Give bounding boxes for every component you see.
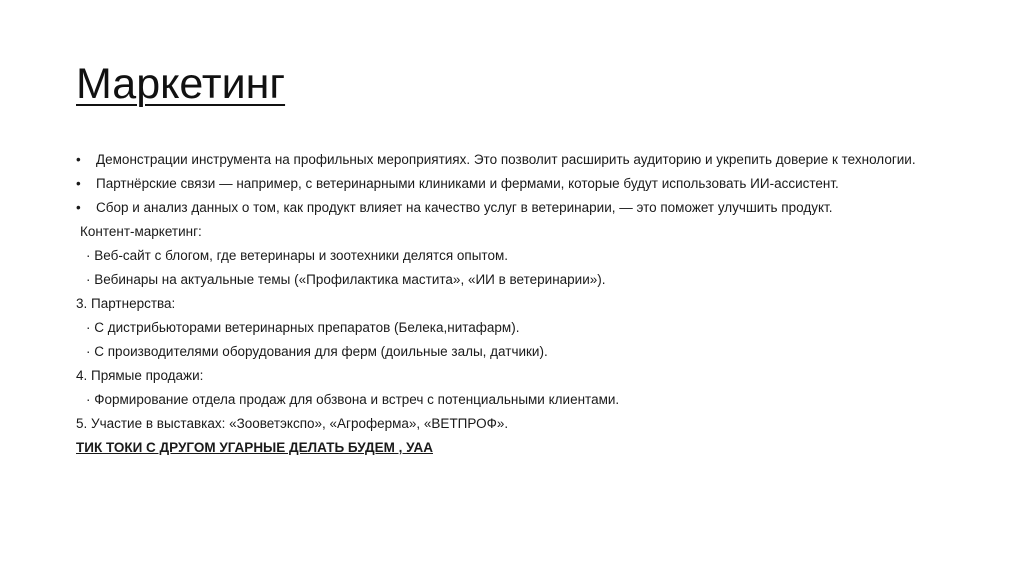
list-item: · Вебинары на актуальные темы («Профилактика мастита», «ИИ в ветеринарии»).	[86, 272, 606, 287]
list-item: · Веб-сайт с блогом, где ветеринары и зоотехники делятся опытом.	[86, 248, 508, 263]
section-heading-partnerships: 3. Партнерства:	[76, 296, 176, 311]
section-heading-exhibitions: 5. Участие в выставках: «Зооветэкспо», «Агроферма», «ВЕТПРОФ».	[76, 416, 509, 431]
slide-body	[76, 152, 936, 464]
bullet-text: Демонстрации инструмента на профильных мероприятиях. Это позволит расширить аудиторию и укрепить доверие к технологии.	[96, 152, 916, 167]
emphasis-line: ТИК ТОКИ С ДРУГОМ УГАРНЫЕ ДЕЛАТЬ БУДЕМ , УАА	[76, 440, 433, 455]
section-heading-direct-sales: 4. Прямые продажи:	[76, 368, 204, 383]
list-item: · С дистрибьюторами ветеринарных препаратов (Белека,нитафарм).	[86, 320, 520, 335]
section-heading-content-marketing: Контент-маркетинг:	[80, 224, 202, 239]
bullet-item	[76, 152, 936, 168]
bullet-item	[76, 200, 936, 216]
bullet-marker: •	[76, 152, 81, 167]
bullet-text: Сбор и анализ данных о том, как продукт влияет на качество услуг в ветеринарии, — это поможет улучшить продукт.	[96, 200, 833, 215]
bullet-item	[76, 176, 936, 192]
list-item: · Формирование отдела продаж для обзвона и встреч с потенциальными клиентами.	[86, 392, 620, 407]
list-item: · С производителями оборудования для ферм (доильные залы, датчики).	[86, 344, 548, 359]
bullet-text: Партнёрские связи — например, с ветеринарными клиниками и фермами, которые будут использовать ИИ-ассистент.	[96, 176, 839, 191]
bullet-marker: •	[76, 200, 81, 215]
bullet-marker: •	[76, 176, 81, 191]
slide-title: Маркетинг	[76, 60, 286, 108]
